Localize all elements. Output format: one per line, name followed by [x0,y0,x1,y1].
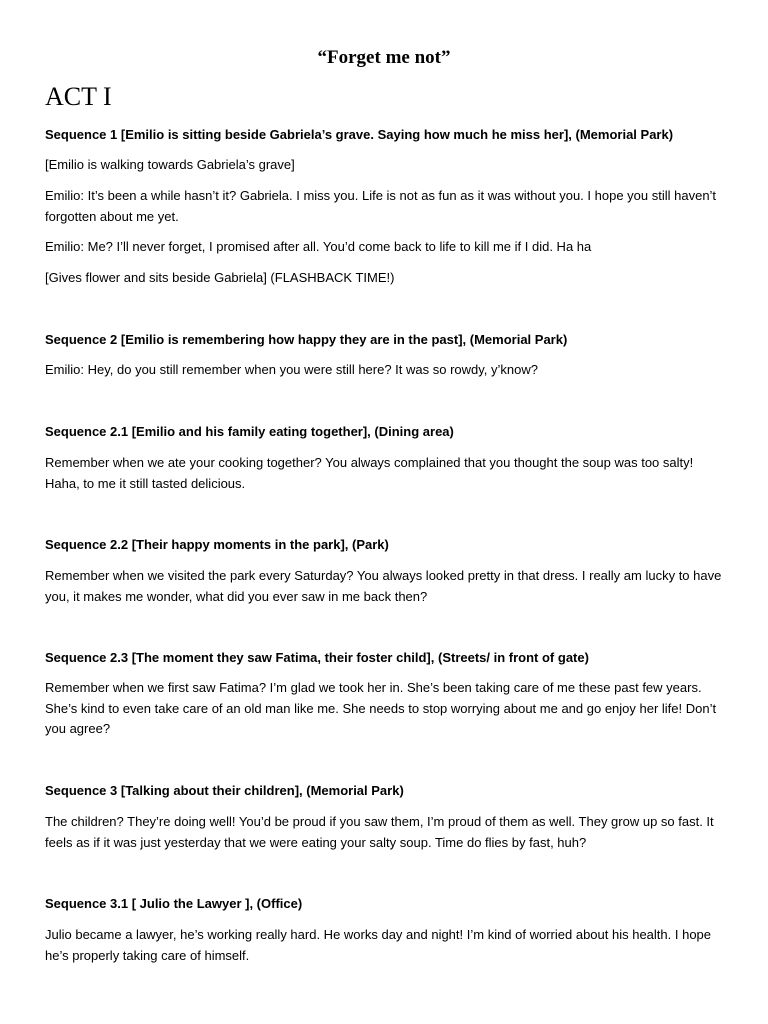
dialogue-line: Remember when we ate your cooking together? You always complained that you thought the soup was too salty! Haha, to me it still tasted delicious. [45,455,694,491]
sequence-heading: Sequence 2 [Emilio is remembering how happy they are in the past], (Memorial Park) [45,332,568,347]
sequence-heading: Sequence 2.2 [Their happy moments in the park], (Park) [45,537,389,552]
sequence-heading: Sequence 3.1 [ Julio the Lawyer ], (Office) [45,896,303,911]
document-title: “Forget me not” [317,47,451,68]
sequence-heading: Sequence 2.3 [The moment they saw Fatima, their foster child], (Streets/ in front of gate) [45,650,589,665]
sequence-heading: Sequence 1 [Emilio is sitting beside Gabriela’s grave. Saying how much he miss her], (Memorial Park) [45,127,674,142]
dialogue-line: The children? They’re doing well! You’d be proud if you saw them, I’m proud of them as well. They grow up so fast. It feels as if it was just yesterday that we were eating your salty soup. Time do flies by fast, huh? [45,814,714,850]
dialogue-line: Julio became a lawyer, he’s working really hard. He works day and night! I’m kind of worried about his health. I hope he’s properly taking care of himself. [45,927,712,963]
dialogue-line: Remember when we first saw Fatima? I’m glad we took her in. She’s been taking care of me these past few years. She’s kind to even take care of an old man like me. She needs to stop worrying about me and go enjoy her life! Don’t you agree? [45,680,717,736]
stage-direction: [Gives flower and sits beside Gabriela] (FLASHBACK TIME!) [45,270,395,285]
sequence-heading: Sequence 3 [Talking about their children], (Memorial Park) [45,783,404,798]
dialogue-line: Remember when we visited the park every Saturday? You always looked pretty in that dress. I really am lucky to have you, it makes me wonder, what did you ever saw in me back then? [45,568,722,604]
act-heading: ACT I [45,82,112,111]
dialogue-line: Emilio: Me? I’ll never forget, I promised after all. You’d come back to life to kill me if I did. Ha ha [45,239,592,254]
dialogue-line: Emilio: It’s been a while hasn’t it? Gabriela. I miss you. Life is not as fun as it was without you. I hope you still haven’t forgotten about me yet. [45,188,717,224]
stage-direction: [Emilio is walking towards Gabriela’s grave] [45,157,295,172]
dialogue-line: Emilio: Hey, do you still remember when you were still here? It was so rowdy, y’know? [45,362,538,377]
sequence-heading: Sequence 2.1 [Emilio and his family eating together], (Dining area) [45,424,454,439]
